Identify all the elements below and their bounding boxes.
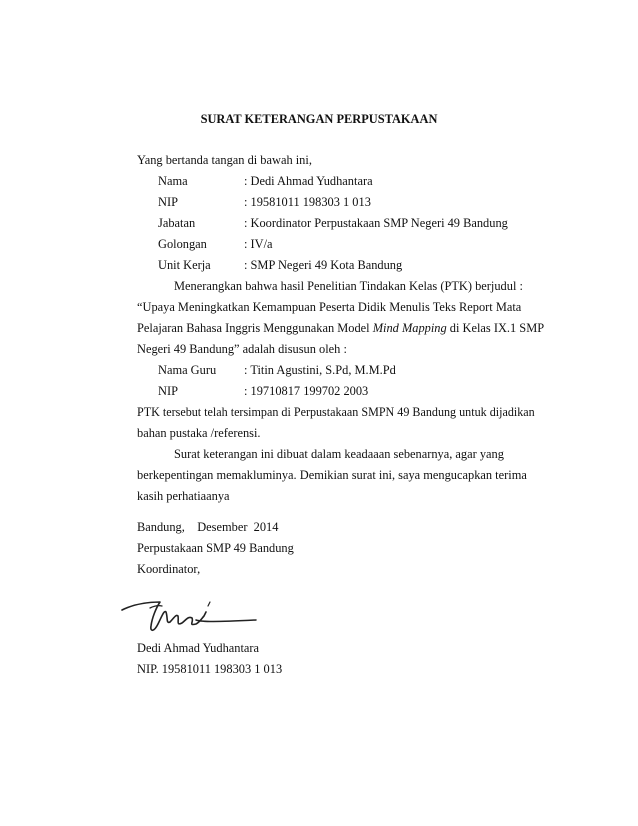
role: Koordinator,	[137, 562, 201, 576]
field-nip-guru	[158, 383, 368, 399]
field-value: : Koordinator Perpustakaan SMP Negeri 49 Bandung	[244, 216, 508, 230]
field-value: : SMP Negeri 49 Kota Bandung	[244, 258, 403, 272]
para2-line1: PTK tersebut telah tersimpan di Perpustakaan SMPN 49 Bandung untuk dijadikan	[137, 405, 535, 419]
field-nama-guru	[158, 362, 396, 378]
para1-line3: Pelajaran Bahasa Inggris Menggunakan Model Mind Mapping di Kelas IX.1 SMP	[137, 321, 545, 335]
field-label: NIP	[158, 384, 178, 398]
place-date: Bandung, Desember 2014	[137, 520, 279, 534]
para3-line3: kasih perhatiaanya	[137, 489, 230, 503]
para1-line2: “Upaya Meningkatkan Kemampuan Peserta Didik Menulis Teks Report Mata	[137, 300, 522, 314]
field-nama	[158, 173, 373, 189]
signer-name: Dedi Ahmad Yudhantara	[137, 641, 260, 655]
field-label: Jabatan	[158, 216, 196, 230]
field-label: Nama Guru	[158, 363, 217, 377]
field-value: : 19581011 198303 1 013	[244, 195, 371, 209]
field-golongan	[158, 236, 273, 252]
field-value: : IV/a	[244, 237, 273, 251]
field-value: : Titin Agustini, S.Pd, M.M.Pd	[244, 363, 396, 377]
field-unit-kerja	[158, 257, 402, 273]
field-label: NIP	[158, 195, 178, 209]
field-jabatan	[158, 215, 508, 231]
handwritten-signature-icon	[116, 588, 266, 638]
field-label: Unit Kerja	[158, 258, 211, 272]
model-name: Mind Mapping	[372, 321, 447, 335]
field-nip	[158, 194, 371, 210]
para3-line2: berkepentingan memakluminya. Demikian surat ini, saya mengucapkan terima	[137, 468, 527, 482]
field-label: Golongan	[158, 237, 207, 251]
field-label: Nama	[158, 174, 188, 188]
organization: Perpustakaan SMP 49 Bandung	[137, 541, 294, 555]
signer-nip: NIP. 19581011 198303 1 013	[137, 662, 283, 676]
para1-line1: Menerangkan bahwa hasil Penelitian Tindakan Kelas (PTK) berjudul :	[174, 279, 523, 293]
para1-line4: Negeri 49 Bandung” adalah disusun oleh :	[137, 342, 347, 356]
field-value: : 19710817 199702 2003	[244, 384, 369, 398]
para3-line1: Surat keterangan ini dibuat dalam keadaaan sebenarnya, agar yang	[174, 447, 504, 461]
intro-text: Yang bertanda tangan di bawah ini,	[137, 153, 312, 167]
page-title: SURAT KETERANGAN PERPUSTAKAAN	[200, 112, 438, 126]
field-value: : Dedi Ahmad Yudhantara	[244, 174, 373, 188]
para2-line2: bahan pustaka /referensi.	[137, 426, 261, 440]
